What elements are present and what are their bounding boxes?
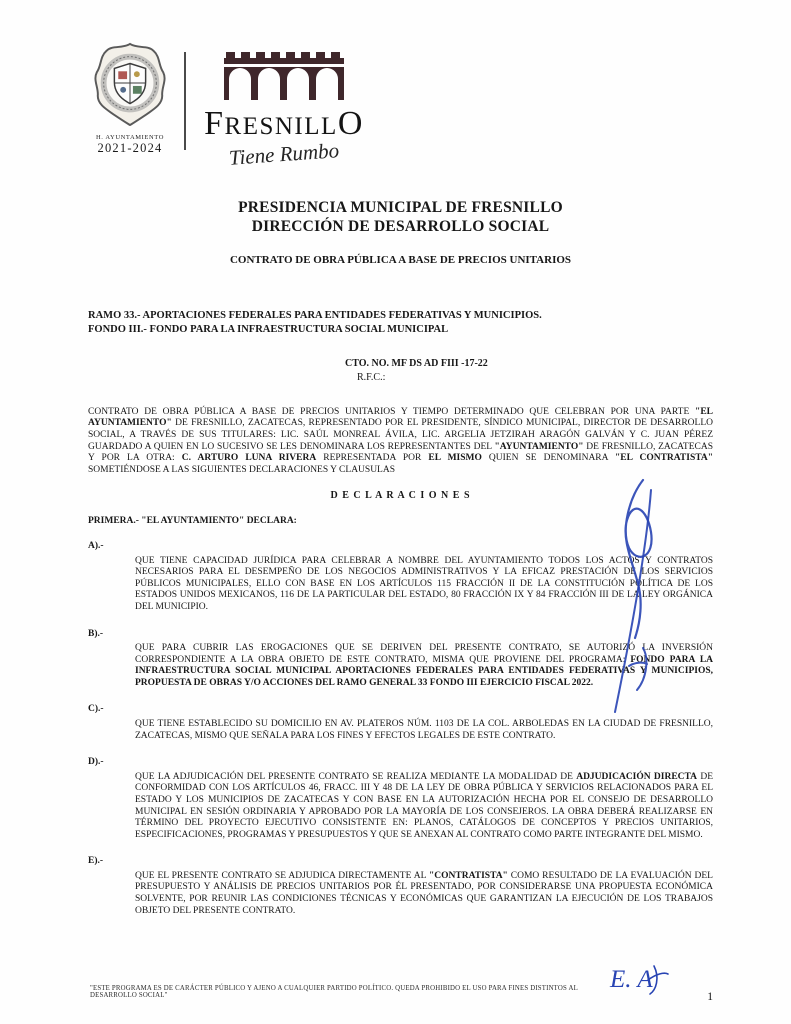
text-run: CONTRATO DE OBRA PÚBLICA A BASE DE PRECIOS UNITARIOS Y TIEMPO DETERMINADO QUE CELEBRAN POR UNA PARTE [88, 406, 696, 417]
wordmark-final: O [337, 105, 364, 142]
declaration-item-e [88, 856, 713, 917]
text-run: QUE LA ADJUDICACIÓN DEL PRESENTE CONTRATO SE REALIZA MEDIANTE LA MODALIDAD DE [135, 771, 577, 782]
declaration-label: D).- [88, 757, 104, 768]
document-body [88, 198, 713, 932]
text-run: SOMETIÉNDOSE A LAS SIGUIENTES DECLARACIONES Y CLAUSULAS [88, 464, 396, 475]
aqueduct-icon [222, 50, 346, 100]
text-run-bold: "CONTRATISTA" [429, 870, 508, 881]
declaration-item-d [88, 757, 713, 841]
text-run: QUIEN SE DENOMINARA [481, 453, 616, 464]
text-run-bold: "EL CONTRATISTA" [615, 453, 714, 464]
contract-ids [345, 358, 713, 384]
signature-initials-icon [608, 958, 688, 1000]
declaration-text [135, 719, 713, 742]
declaration-item-a [88, 541, 713, 613]
declaration-label: A).- [88, 541, 104, 552]
text-run: DE FRESNILLO, ZACATECAS Y POR LA OTRA: [88, 441, 713, 464]
footer-disclaimer: "ESTE PROGRAMA ES DE CARÁCTER PÚBLICO Y AJENO A CUALQUIER PARTIDO POLÍTICO. QUEDA PROHIBIDO EL USO PARA FINES DISTINTOS AL DESARROLLO SOCIAL" [90, 985, 578, 999]
primera-heading: PRIMERA.- "EL AYUNTAMIENTO" DECLARA: [88, 515, 297, 526]
text-run: QUE TIENE ESTABLECIDO SU DOMICILIO EN AV. PLATEROS NÚM. 1103 DE LA COL. ARBOLEDAS EN LA CIUDAD DE FRESNILLO, ZACATECAS, MISMO QUE SEÑALA PARA LOS FINES Y EFECTOS LEGALES DE ESTE CONTRATO. [135, 719, 713, 741]
fresnillo-wordmark [198, 107, 370, 141]
text-run-bold: "AYUNTAMIENTO" [494, 441, 584, 452]
document-title-line1: PRESIDENCIA MUNICIPAL DE FRESNILLO [238, 199, 563, 216]
handwritten-initials: E. A [610, 966, 653, 993]
text-run-bold: C. ARTURO LUNA RIVERA [181, 453, 317, 464]
declaration-text [135, 643, 713, 689]
program-heading [88, 309, 713, 337]
declarations-heading: D E C L A R A C I O N E S [330, 490, 471, 502]
text-run: COMO RESULTADO DE LA EVALUACIÓN DEL PRESUPUESTO Y ANÁLISIS DE PRECIOS UNITARIOS POR ÉL PRESENTADO, POR CONSIDERARSE UNA PROPUESTA ECONÓMICA SOLVENTE, POR REUNIR LAS CONDICIONES TÉCNICAS Y ECONÓMICAS QUE GARANTIZAN LA EJECUCIÓN DE LOS TRABAJOS OBJETO DEL PRESENTE CONTRATO. [135, 870, 713, 916]
contract-number: CTO. NO. MF DS AD FIII -17-22 [345, 357, 488, 369]
fresnillo-logo [198, 50, 370, 170]
text-run: QUE PARA CUBRIR LAS EROGACIONES QUE SE DERIVEN DEL PRESENTE CONTRATO, SE AUTORIZÓ LA INVERSIÓN CORRESPONDIENTE A LA OBRA OBJETO DE ESTE CONTRATO, MISMA QUE PROVIENE DEL PROGRAMA: [135, 643, 713, 665]
initials-flourish-stroke [648, 966, 668, 994]
text-run-bold: ADJUDICACIÓN DIRECTA [576, 771, 698, 782]
declaration-label: E).- [88, 856, 104, 867]
program-line1: RAMO 33.- APORTACIONES FEDERALES PARA ENTIDADES FEDERATIVAS Y MUNICIPIOS. [88, 310, 542, 322]
document-title-line2: DIRECCIÓN DE DESARROLLO SOCIAL [251, 218, 550, 236]
fresnillo-tagline: Tiene Rumbo [228, 138, 340, 170]
program-line2: FONDO III.- FONDO PARA LA INFRAESTRUCTURA SOCIAL MUNICIPAL [88, 324, 449, 336]
wordmark-initial: F [204, 105, 225, 142]
document-subtitle: CONTRATO DE OBRA PÚBLICA A BASE DE PRECIOS UNITARIOS [229, 253, 572, 266]
declaration-text [135, 556, 713, 614]
crest-years: 2021-2024 [97, 141, 163, 155]
text-run-bold: "EL AYUNTAMIENTO" [88, 406, 713, 429]
text-run-bold: EL MISMO [428, 453, 482, 464]
text-run-bold: FONDO PARA LA INFRAESTRUCTURA SOCIAL MUNICIPAL APORTACIONES FEDERALES PARA ENTIDADES FEDERATIVAS Y MUNICIPIOS, PROPUESTA DE OBRAS Y/O ACCIONES DEL RAMO GENERAL 33 FONDO III EJERCICIO FISCAL 2022. [135, 654, 714, 688]
page-number: 1 [707, 991, 713, 1003]
intro-paragraph [88, 407, 713, 476]
text-run: QUE TIENE CAPACIDAD JURÍDICA PARA CELEBRAR A NOMBRE DEL AYUNTAMIENTO TODOS LOS ACTOS Y CONTRATOS NECESARIOS PARA EL DESEMPEÑO DE LOS NEGOCIOS ADMINISTRATIVOS Y LA EFICAZ PRESTACIÓN DE LOS SERVICIOS PÚBLICOS MUNICIPALES, ELLO CON BASE EN LOS ARTÍCULOS 115 FRACCIÓN II DE LA CONSTITUCIÓN POLÍTICA DE LOS ESTADOS UNIDOS MEXICANOS, 116 DE LA PARTICULAR DEL ESTADO, 80 FRACCIÓN IX Y 84 FRACCIÓN III DE LA LEY ORGÁNICA DEL MUNICIPIO. [135, 555, 713, 612]
municipal-crest-icon [93, 42, 167, 126]
text-run: QUE EL PRESENTE CONTRATO SE ADJUDICA DIRECTAMENTE AL [135, 870, 430, 881]
text-run: REPRESENTADA POR [316, 453, 429, 464]
declaration-text [135, 772, 713, 841]
text-run: DE FRESNILLO, ZACATECAS, REPRESENTADO POR EL PRESIDENTE, SÍNDICO MUNICIPAL, DIRECTOR DE DESARROLLO SOCIAL, A TRAVÉS DE SUS TITULARES: LIC. SAÚL MONREAL ÁVILA, LIC. ARGELIA JETZIRAH ARAGÓN GALVÁN Y C. JUAN PÉREZ GUARDADO A QUIEN EN LO SUCESIVO SE LES DENOMINARA LOS REPRESENTANTES DEL [88, 418, 713, 452]
wordmark-middle: RESNILL [224, 113, 338, 140]
declaration-label: C).- [88, 704, 104, 715]
declaration-text [135, 871, 713, 917]
declaration-item-b [88, 629, 713, 690]
text-run: DE CONFORMIDAD CON LOS ARTÍCULOS 46, FRACC. III Y 48 DE LA LEY DE OBRA PÚBLICA Y SERVICIOS RELACIONADOS PARA EL ESTADO Y LOS MUNICIPIOS DE ZACATECAS Y CON BASE EN LA AUTORIZACIÓN HECHA POR EL CONSEJO DE DESARROLLO MUNICIPAL EN SESIÓN ORDINARIA Y APROBADO POR LA MAYORÍA DE LOS CONSEJEROS. LA OBRA DEBERÁ REALIZARSE EN TÉRMINO DEL PROYECTO EJECUTIVO CONSISTENTE EN: PLANOS, CATÁLOGOS DE CONCEPTOS Y PRECIOS UNITARIOS, ESPECIFICACIONES, PROGRAMAS Y PRESUPUESTOS Y QUE SE ANEXAN AL CONTRATO COMO PARTE INTEGRANTE DEL MISMO. [135, 771, 713, 840]
logo-divider [184, 52, 186, 150]
municipal-crest [90, 42, 170, 156]
declaration-label: B).- [88, 628, 104, 639]
rfc-label: R.F.C.: [357, 371, 386, 383]
crest-caption: H. AYUNTAMIENTO [95, 134, 165, 141]
declaration-item-c [88, 704, 713, 742]
